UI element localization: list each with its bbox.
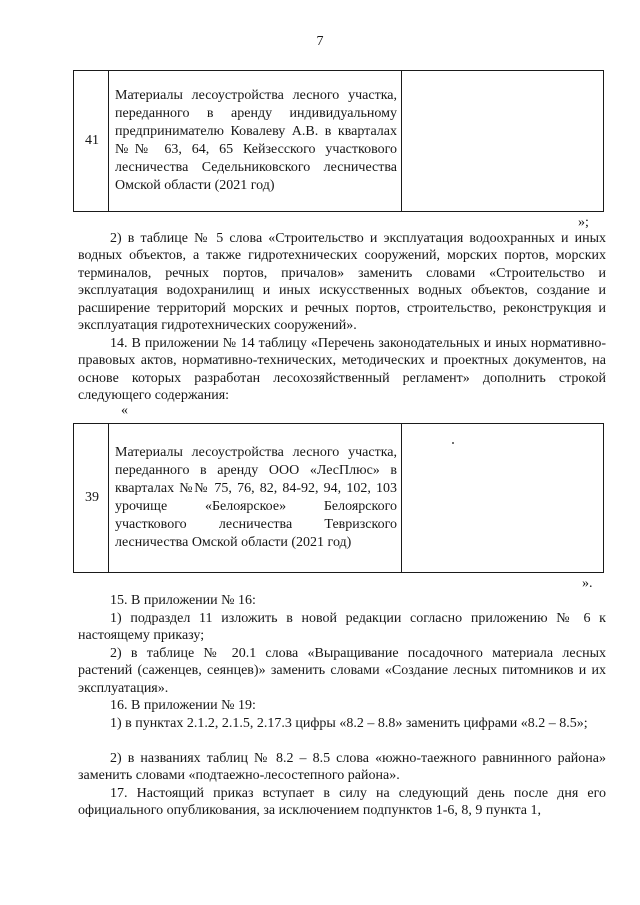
scan-dot — [452, 442, 454, 444]
row-number: 39 — [74, 424, 109, 573]
closing-quote: »; — [578, 215, 589, 230]
paragraph-16-1: 1) в пунктах 2.1.2, 2.1.5, 2.17.3 цифры «8.2 – 8.8» заменить цифрами «8.2 – 8.5»; — [110, 716, 588, 731]
table-row-41 — [73, 70, 604, 212]
paragraph-16-2: 2) в названиях таблиц № 8.2 – 8.5 слова «южно-таежного равнинного района» заменить словами «подтаежно-лесостепного района». — [78, 751, 606, 784]
page-number: 7 — [316, 34, 324, 49]
opening-quote: « — [121, 403, 128, 418]
paragraph-15: 15. В приложении № 16: — [110, 593, 256, 608]
paragraph-17: 17. Настоящий приказ вступает в силу на следующий день после дня его официального опубликования, за исключением подпунктов 1-6, 8, 9 пункта 1, — [78, 786, 606, 819]
paragraph-16: 16. В приложении № 19: — [110, 698, 256, 713]
row-number: 41 — [74, 71, 109, 212]
row-description: Материалы лесоустройства лесного участка, переданного в аренду индивидуальному предпринимателю Ковалеву А.В. в кварталах №№ 63, 64, 65 Кейзесского участкового лесничества Седельниковского лесничества Омской области (2021 год) — [109, 71, 402, 212]
row-description: Материалы лесоустройства лесного участка, переданного в аренду ООО «ЛесПлюс» в кварталах №№ 75, 76, 82, 84-92, 94, 102, 103 урочище «Белоярское» Белоярского участкового лесничества Тевризского лесничества Омской области (2021 год) — [109, 424, 402, 573]
paragraph-table-5: 2) в таблице № 5 слова «Строительство и эксплуатация водоохранных и иных водных объектов, а также гидротехнических сооружений, морских портов, морских терминалов, речных портов, причалов» заменить словами «Строительство и эксплуатация водохранилищ и иных искусственных водных объектов, создание и расширение территорий морских и речных портов, строительство, реконструкция и эксплуатация гидротехнических сооружений». — [78, 231, 606, 334]
table-row-39 — [73, 423, 604, 573]
empty-cell — [402, 424, 604, 573]
closing-quote: ». — [582, 576, 593, 591]
empty-cell — [402, 71, 604, 212]
paragraph-15-1: 1) подраздел 11 изложить в новой редакции согласно приложению № 6 к настоящему приказу; — [78, 611, 606, 644]
paragraph-14: 14. В приложении № 14 таблицу «Перечень законодательных и иных нормативно-правовых актов, нормативно-технических, методических и проектных документов, на основе которых разработан лесохозяйственный регламент» дополнить строкой следующего содержания: — [78, 336, 606, 404]
paragraph-15-2: 2) в таблице № 20.1 слова «Выращивание посадочного материала лесных растений (саженцев, сеянцев)» заменить словами «Создание лесных питомников и их эксплуатация». — [78, 646, 606, 696]
